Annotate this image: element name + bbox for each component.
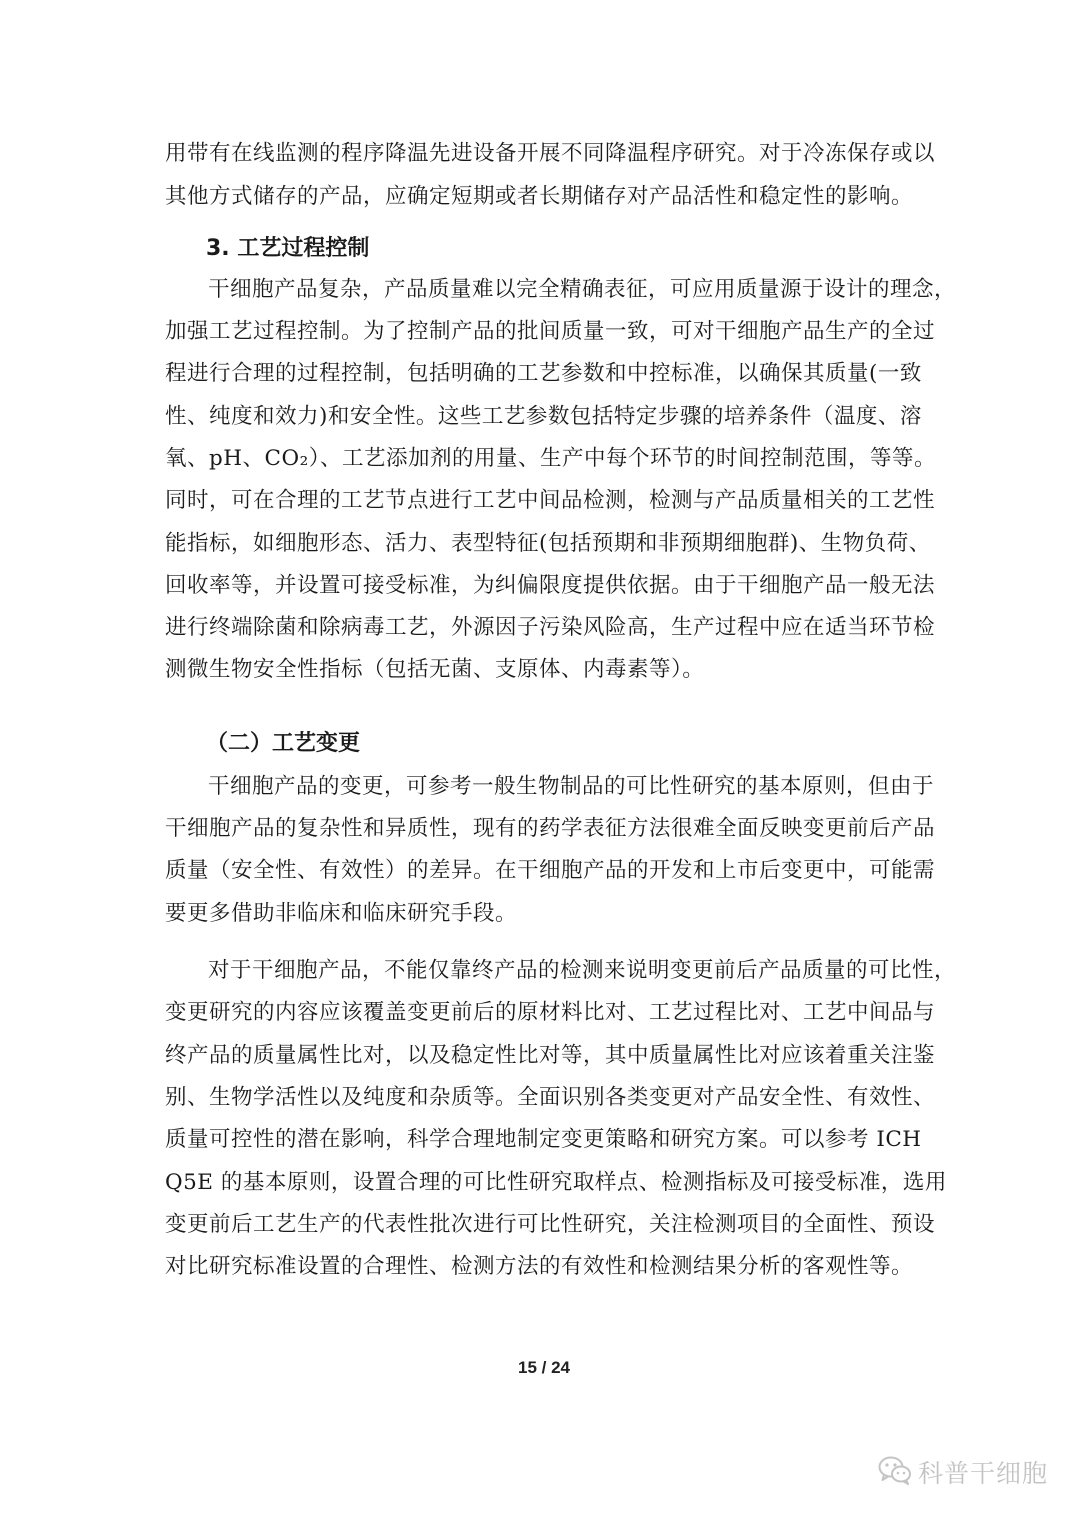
section-heading-process-change: （二）工艺变更 [206, 731, 361, 756]
paragraph-line: 程进行合理的过程控制，包括明确的工艺参数和中控标准，以确保其质量(一致 [165, 361, 922, 386]
paragraph-line: 性、纯度和效力)和安全性。这些工艺参数包括特定步骤的培养条件（温度、溶 [165, 404, 922, 429]
paragraph-line: 变更前后工艺生产的代表性批次进行可比性研究，关注检测项目的全面性、预设 [165, 1212, 936, 1237]
paragraph-line: 氧、pH、CO₂）、工艺添加剂的用量、生产中每个环节的时间控制范围，等等。 [165, 446, 936, 471]
paragraph-line: 别、生物学活性以及纯度和杂质等。全面识别各类变更对产品安全性、有效性、 [165, 1085, 936, 1110]
paragraph-line: 干细胞产品的复杂性和异质性，现有的药学表征方法很难全面反映变更前后产品 [165, 816, 936, 841]
watermark [878, 1452, 1048, 1492]
paragraph-line: 测微生物安全性指标（包括无菌、支原体、内毒素等）。 [165, 657, 705, 682]
paragraph-line: 回收率等，并设置可接受标准，为纠偏限度提供依据。由于干细胞产品一般无法 [165, 573, 936, 598]
paragraph-line: 质量（安全性、有效性）的差异。在干细胞产品的开发和上市后变更中，可能需 [165, 858, 936, 883]
paragraph-line: 对比研究标准设置的合理性、检测方法的有效性和检测结果分析的客观性等。 [165, 1254, 914, 1279]
watermark-text: 科普干细胞 [918, 1459, 1049, 1488]
paragraph-line: 进行终端除菌和除病毒工艺，外源因子污染风险高，生产过程中应在适当环节检 [165, 615, 936, 640]
paragraph-line: 同时，可在合理的工艺节点进行工艺中间品检测，检测与产品质量相关的工艺性 [165, 488, 936, 513]
paragraph-line: Q5E 的基本原则，设置合理的可比性研究取样点、检测指标及可接受标准，选用 [165, 1170, 947, 1195]
paragraph-line: 其他方式储存的产品，应确定短期或者长期储存对产品活性和稳定性的影响。 [165, 184, 914, 209]
paragraph-line: 要更多借助非临床和临床研究手段。 [165, 901, 518, 926]
section-heading-process-control: 3. 工艺过程控制 [206, 236, 370, 261]
page-number: 15 / 24 [518, 1358, 570, 1377]
paragraph-line: 终产品的质量属性比对，以及稳定性比对等，其中质量属性比对应该着重关注鉴 [165, 1043, 936, 1068]
wechat-icon [878, 1455, 912, 1489]
paragraph-line: 质量可控性的潜在影响，科学合理地制定变更策略和研究方案。可以参考 ICH [165, 1127, 922, 1152]
paragraph-line: 加强工艺过程控制。为了控制产品的批间质量一致，可对干细胞产品生产的全过 [165, 319, 936, 344]
paragraph-line: 用带有在线监测的程序降温先进设备开展不同降温程序研究。对于冷冻保存或以 [165, 141, 936, 166]
paragraph-line: 变更研究的内容应该覆盖变更前后的原材料比对、工艺过程比对、工艺中间品与 [165, 1000, 936, 1025]
paragraph-line: 干细胞产品的变更，可参考一般生物制品的可比性研究的基本原则，但由于 [208, 774, 935, 799]
paragraph-line: 对于干细胞产品，不能仅靠终产品的检测来说明变更前后产品质量的可比性， [208, 958, 957, 983]
paragraph-line: 干细胞产品复杂，产品质量难以完全精确表征，可应用质量源于设计的理念， [208, 277, 957, 302]
paragraph-line: 能指标，如细胞形态、活力、表型特征(包括预期和非预期细胞群)、生物负荷、 [165, 531, 931, 556]
